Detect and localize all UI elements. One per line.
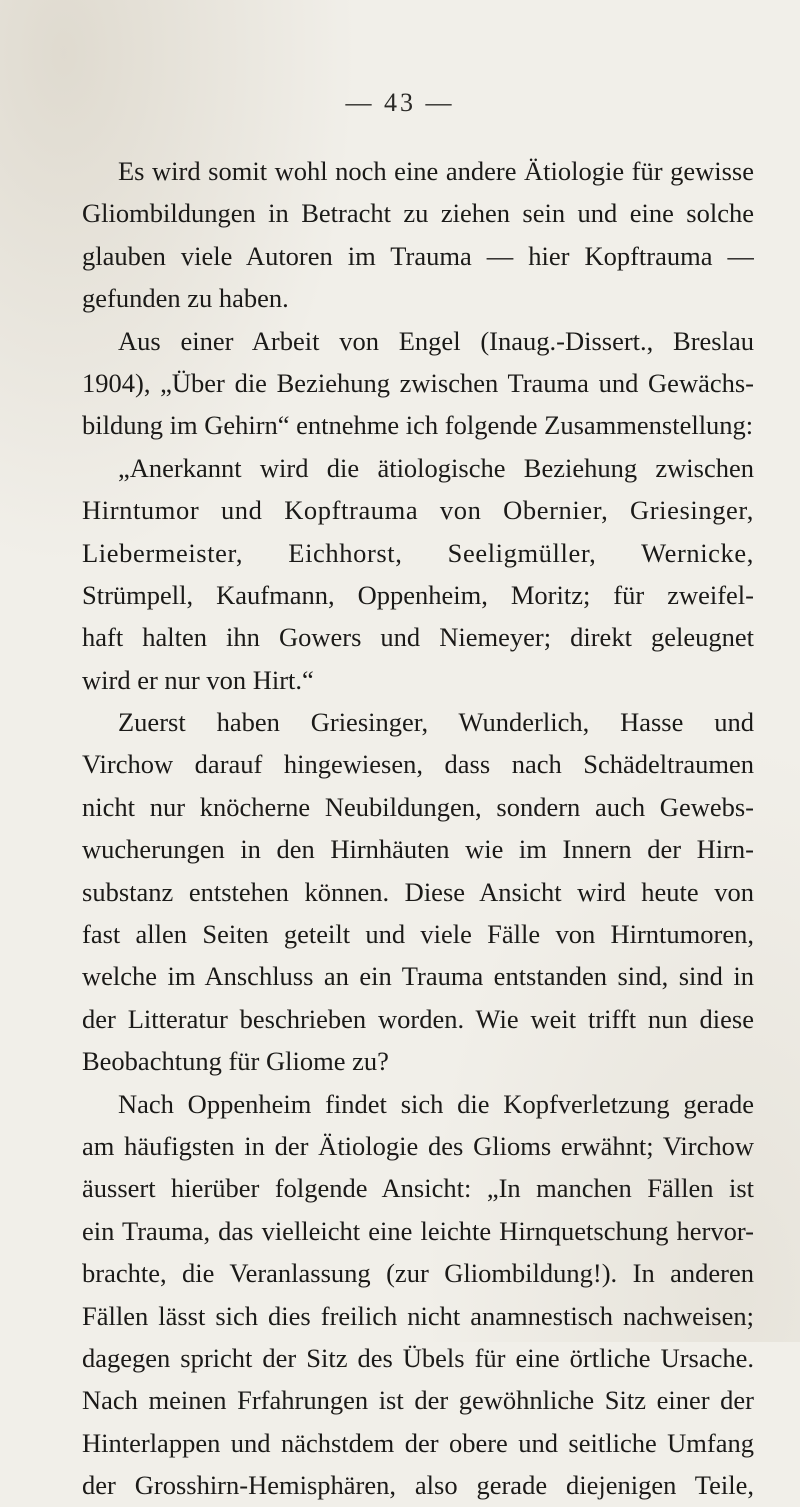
text-line: Gliombildungen in Betracht zu ziehen sein und eine solche: [82, 198, 754, 229]
text-line: Strümpell, Kaufmann, Oppenheim, Moritz; für zweifel-: [82, 579, 754, 610]
text-line: brachte, die Veranlassung (zur Gliombildung!). In anderen: [82, 1258, 754, 1289]
text-line: Fällen lässt sich dies freilich nicht anamnestisch nachweisen;: [82, 1300, 754, 1331]
text-line: wird er nur von Hirt.“: [82, 664, 314, 695]
text-line: fast allen Seiten geteilt und viele Fälle von Hirntumoren,: [82, 919, 754, 950]
text-line: äussert hierüber folgende Ansicht: „In manchen Fällen ist: [82, 1173, 754, 1204]
text-line: nicht nur knöcherne Neubildungen, sondern auch Gewebs-: [82, 791, 754, 822]
text-line: Liebermeister, Eichhorst, Seeligmüller, Wernicke,: [82, 537, 754, 568]
text-line: haft halten ihn Gowers und Niemeyer; direkt geleugnet: [82, 622, 754, 653]
text-line: am häufigsten in der Ätiologie des Glioms erwähnt; Virchow: [82, 1130, 754, 1161]
text-line: ein Trauma, das vielleicht eine leichte Hirnquetschung hervor-: [82, 1215, 754, 1246]
text-line: wucherungen in den Hirnhäuten wie im Innern der Hirn-: [82, 834, 754, 865]
text-line: der Litteratur beschrieben worden. Wie weit trifft nun diese: [82, 1003, 754, 1034]
body-text: [82, 150, 754, 1507]
text-line: „Anerkannt wird die ätiologische Beziehung zwischen: [118, 452, 754, 483]
page-number: — 43 —: [345, 88, 455, 117]
text-line: welche im Anschluss an ein Trauma entstanden sind, sind in: [82, 961, 754, 992]
text-line: substanz entstehen können. Diese Ansicht wird heute von: [82, 876, 754, 907]
text-line: dagegen spricht der Sitz des Übels für eine örtliche Ursache.: [82, 1342, 754, 1373]
text-line: gefunden zu haben.: [82, 283, 289, 314]
text-line: Es wird somit wohl noch eine andere Ätiologie für gewisse: [118, 156, 754, 186]
text-line: 1904), „Über die Beziehung zwischen Trauma und Gewächs-: [82, 367, 754, 398]
text-line: glauben viele Autoren im Trauma — hier Kopftrauma —: [82, 240, 754, 271]
text-line: der Grosshirn-Hemisphären, also gerade diejenigen Teile,: [82, 1470, 754, 1501]
text-line: bildung im Gehirn“ entnehme ich folgende Zusammenstellung:: [82, 410, 754, 441]
text-line: Zuerst haben Griesinger, Wunderlich, Hasse und: [118, 707, 754, 738]
text-line: Beobachtung für Gliome zu?: [82, 1046, 389, 1077]
text-line: Hinterlappen und nächstdem der obere und seitliche Umfang: [82, 1427, 754, 1458]
text-line: Nach Oppenheim findet sich die Kopfverletzung gerade: [118, 1088, 754, 1119]
text-line: Virchow darauf hingewiesen, dass nach Schädeltraumen: [82, 749, 754, 780]
text-line: Hirntumor und Kopftrauma von Obernier, Griesinger,: [82, 495, 754, 526]
text-line: Aus einer Arbeit von Engel (Inaug.-Dissert., Breslau: [118, 325, 754, 356]
text-line: Nach meinen Frfahrungen ist der gewöhnliche Sitz einer der: [82, 1385, 754, 1416]
